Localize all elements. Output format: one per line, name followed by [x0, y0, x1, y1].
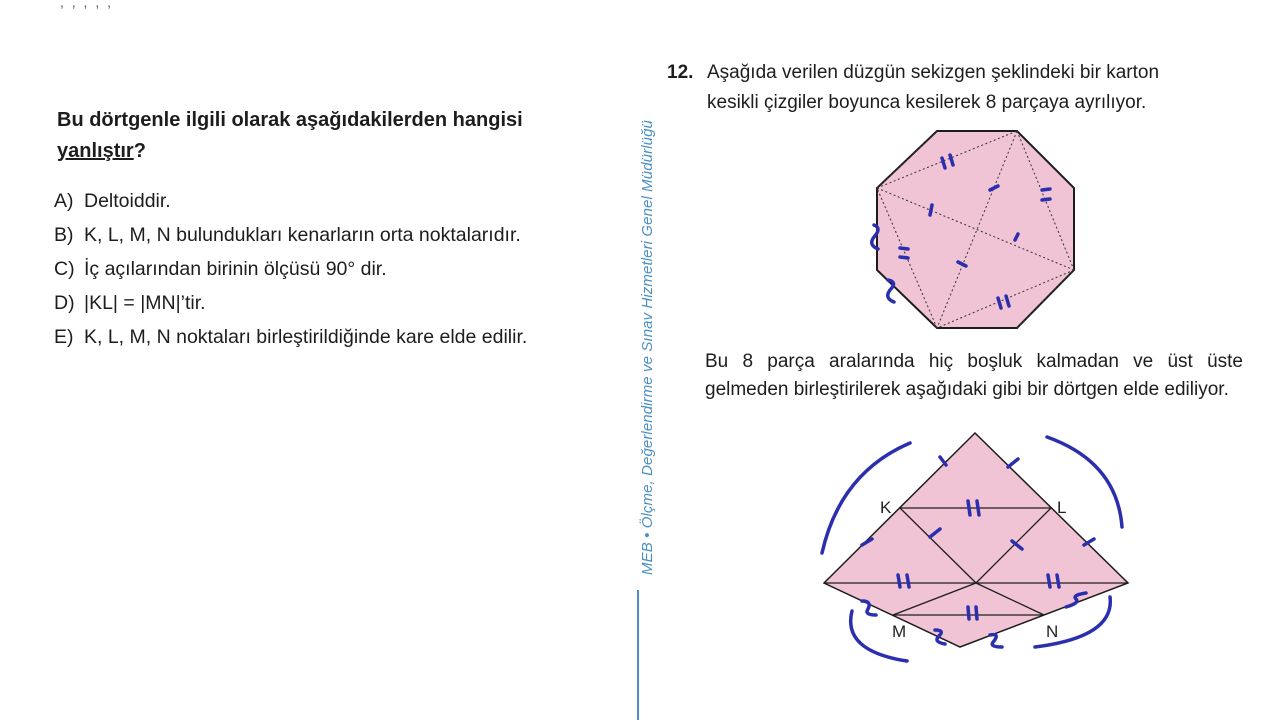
- option-letter: D): [54, 292, 75, 314]
- sidebar-divider: [637, 590, 639, 720]
- option-text: İç açılarından birinin ölçüsü 90° dir.: [84, 258, 387, 280]
- question-12-description: Bu 8 parça aralarında hiç boşluk kalmadan ve üst üste gelmeden birleştirilerek aşağıdaki gibi bir dörtgen elde ediliyor.: [705, 351, 1243, 400]
- octagon-shape: [877, 131, 1074, 328]
- option-a[interactable]: [54, 186, 527, 220]
- option-e[interactable]: [54, 322, 527, 356]
- point-l-label: L: [1057, 498, 1067, 517]
- question-text: Bu dörtgenle ilgili olarak aşağıdakilerden hangisi: [57, 109, 523, 131]
- octagon-figure: [860, 120, 1090, 340]
- point-n-label: N: [1046, 622, 1059, 641]
- sidebar-publisher-text: MEB • Ölçme, Değerlendirme ve Sınav Hizmetleri Genel Müdürlüğü: [639, 120, 656, 575]
- option-letter: E): [54, 326, 74, 348]
- option-letter: A): [54, 190, 74, 212]
- point-m-label: M: [892, 622, 907, 641]
- question-emphasis: yanlıştır: [57, 140, 134, 162]
- answer-options: [54, 186, 527, 356]
- question-number: 12.: [667, 62, 694, 83]
- option-text: K, L, M, N noktaları birleştirildiğinde kare elde edilir.: [84, 326, 528, 348]
- option-text: K, L, M, N bulundukları kenarların orta noktalarıdır.: [84, 224, 521, 246]
- option-d[interactable]: [54, 288, 527, 322]
- option-letter: B): [54, 224, 74, 246]
- option-c[interactable]: [54, 254, 527, 288]
- option-text: |KL| = |MN|’tir.: [84, 292, 206, 314]
- quadrilateral-figure: [810, 425, 1140, 670]
- previous-question-fragment: , , , , ,: [60, 0, 114, 10]
- question-stem: [57, 105, 597, 167]
- question-12-line1: Aşağıda verilen düzgün sekizgen şeklindeki bir karton: [707, 62, 1160, 83]
- point-k-label: K: [880, 498, 892, 517]
- option-text: Deltoiddir.: [84, 190, 171, 212]
- option-b[interactable]: [54, 220, 527, 254]
- question-12-line2: kesikli çizgiler boyunca kesilerek 8 parçaya ayrılıyor.: [707, 92, 1147, 113]
- question-mark: ?: [133, 140, 146, 162]
- option-letter: C): [54, 258, 75, 280]
- question-12: [667, 58, 1247, 118]
